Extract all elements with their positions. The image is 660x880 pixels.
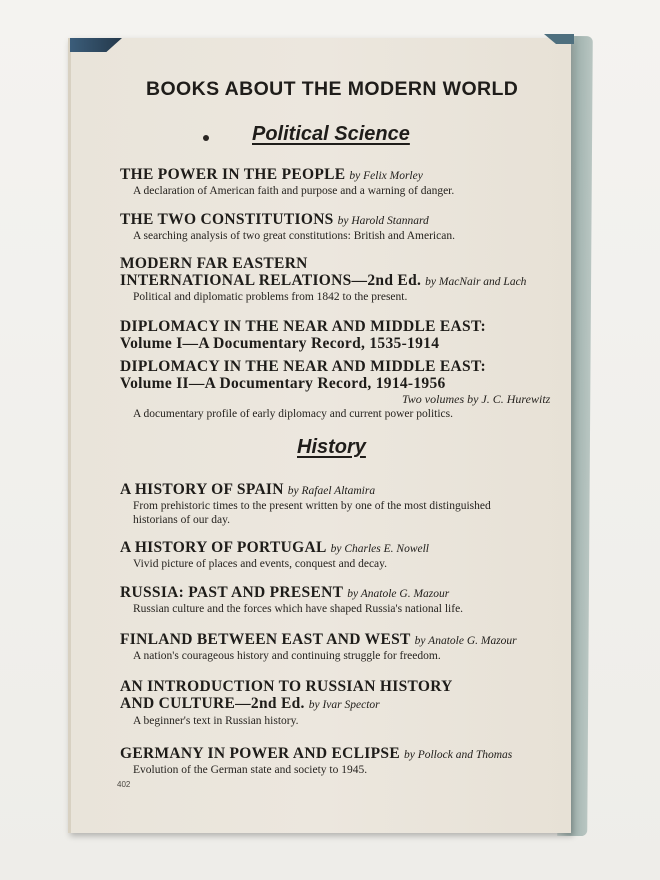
book-title: Volume I—A Documentary Record, 1535-1914 <box>120 335 440 352</box>
book-title: GERMANY IN POWER AND ECLIPSE by Pollock and Thomas <box>120 745 513 762</box>
book-description: Political and diplomatic problems from 1842 to the present. <box>133 291 408 303</box>
book-description: Evolution of the German state and society to 1945. <box>133 764 368 776</box>
book-author: by Pollock and Thomas <box>403 749 513 761</box>
book-title: DIPLOMACY IN THE NEAR AND MIDDLE EAST: <box>120 358 486 375</box>
book-title: THE TWO CONSTITUTIONS by Harold Stannard <box>120 211 429 228</box>
book-title: AN INTRODUCTION TO RUSSIAN HISTORY <box>120 678 453 695</box>
ink-dot <box>203 135 209 141</box>
book-author: by MacNair and Lach <box>425 276 527 288</box>
book-title: RUSSIA: PAST AND PRESENT by Anatole G. Mazour <box>120 584 450 601</box>
book-description: historians of our day. <box>133 514 230 526</box>
book-description: A nation's courageous history and continuing struggle for freedom. <box>133 650 441 662</box>
book-title: A HISTORY OF PORTUGAL by Charles E. Nowell <box>120 539 429 556</box>
book-title: THE POWER IN THE PEOPLE by Felix Morley <box>120 166 423 183</box>
book-author: by Charles E. Nowell <box>330 543 429 555</box>
book-author: by Felix Morley <box>349 170 423 182</box>
book-description: Russian culture and the forces which have shaped Russia's national life. <box>133 603 464 615</box>
book-title: AND CULTURE—2nd Ed. by Ivar Spector <box>120 695 380 712</box>
book-author: by Anatole G. Mazour <box>347 588 450 600</box>
book-description: A declaration of American faith and purpose and a warning of danger. <box>133 185 455 197</box>
book-description: Vivid picture of places and events, conquest and decay. <box>133 558 388 570</box>
book-title: FINLAND BETWEEN EAST AND WEST by Anatole G. Mazour <box>120 631 517 648</box>
section-history: History <box>297 436 366 458</box>
book-author: Two volumes by J. C. Hurewitz <box>402 392 551 406</box>
book-author: by Anatole G. Mazour <box>414 635 517 647</box>
catalog-number: 402 <box>117 780 131 789</box>
book-title: A HISTORY OF SPAIN by Rafael Altamira <box>120 481 376 498</box>
book-description: A beginner's text in Russian history. <box>133 715 299 727</box>
book-description: From prehistoric times to the present written by one of the most distinguished <box>133 500 491 512</box>
section-political-science: Political Science <box>252 123 410 145</box>
cover-heading: BOOKS ABOUT THE MODERN WORLD <box>146 78 519 100</box>
book-author: by Harold Stannard <box>337 215 429 227</box>
book-title: INTERNATIONAL RELATIONS—2nd Ed. by MacNair and Lach <box>120 272 527 289</box>
book-author: by Ivar Spector <box>308 699 380 711</box>
book-title: Volume II—A Documentary Record, 1914-1956 <box>120 375 446 392</box>
book-author: by Rafael Altamira <box>287 485 376 497</box>
book-description: A documentary profile of early diplomacy and current power politics. <box>133 408 453 420</box>
book-title: MODERN FAR EASTERN <box>120 255 308 272</box>
book-title: DIPLOMACY IN THE NEAR AND MIDDLE EAST: <box>120 318 486 335</box>
book-description: A searching analysis of two great constitutions: British and American. <box>133 230 455 242</box>
